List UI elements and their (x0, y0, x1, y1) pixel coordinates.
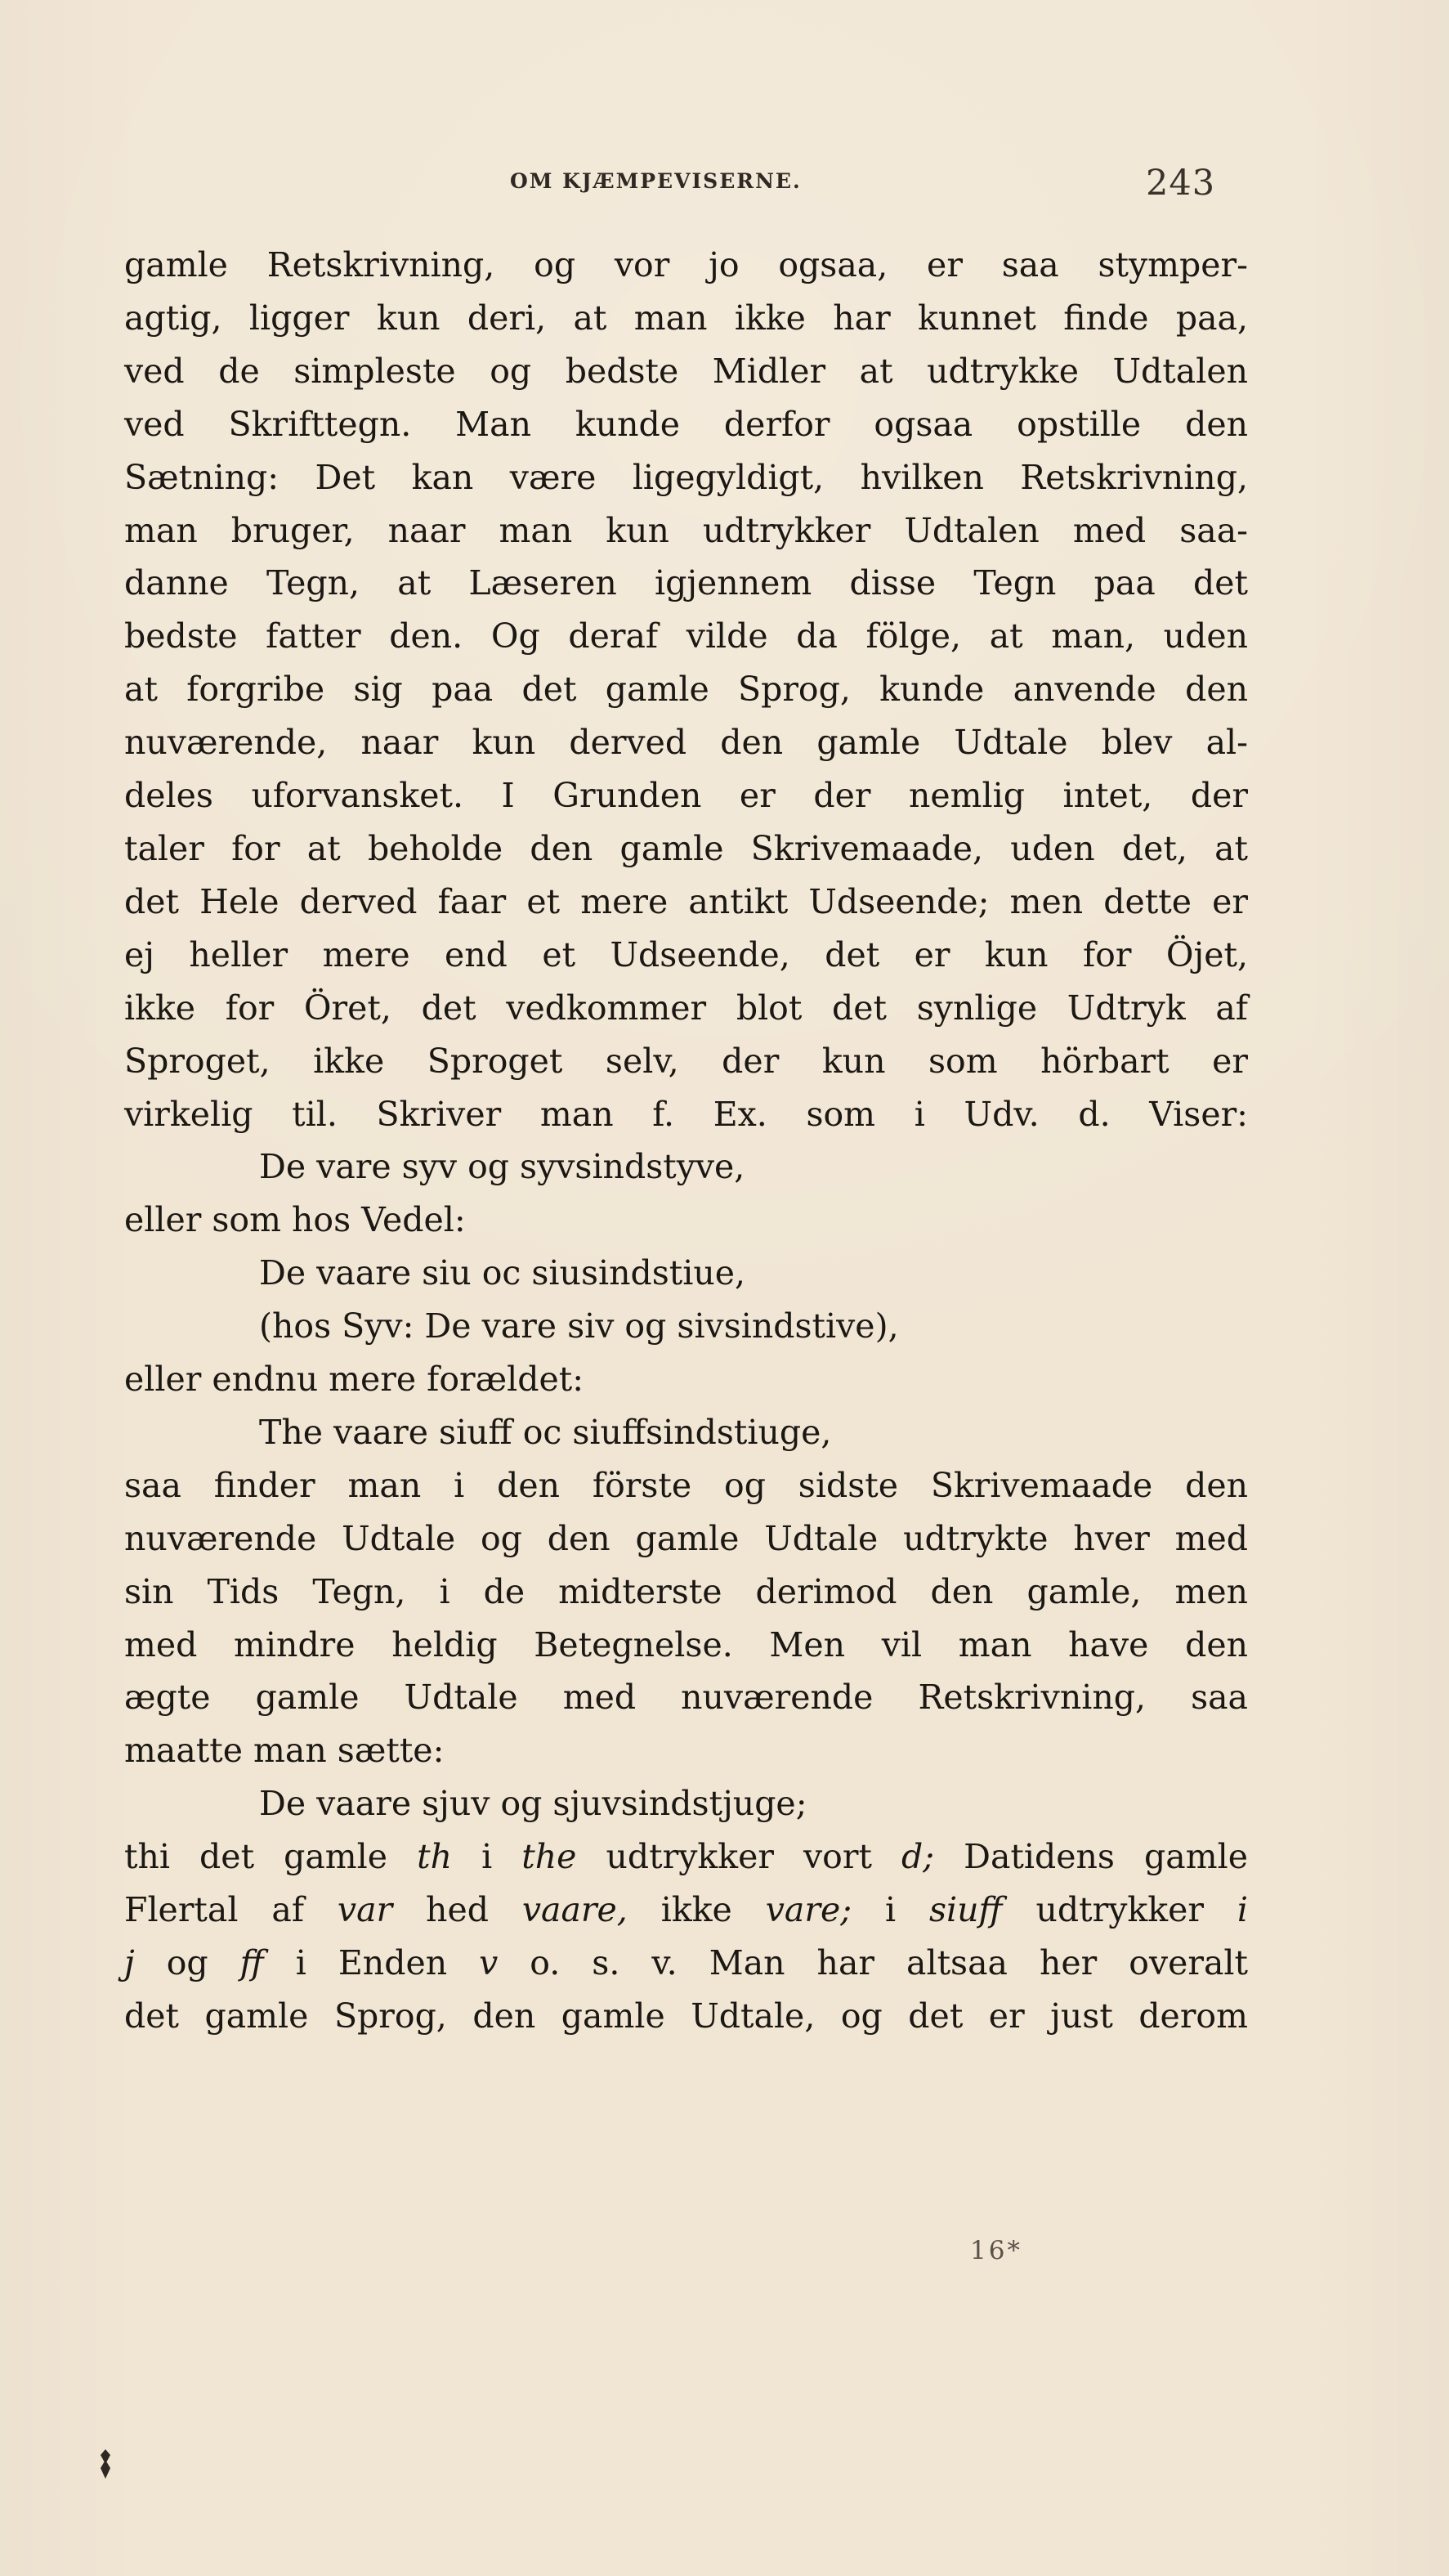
text-line: agtig, ligger kun deri, at man ikke har kunnet finde paa, (124, 298, 1248, 338)
text-line: sin Tids Tegn, i de midterste derimod den gamle, men (124, 1571, 1248, 1611)
text-line: nuværende, naar kun derved den gamle Udtale blev al- (124, 723, 1248, 763)
text-line: ved Skrifttegn. Man kunde derfor ogsaa opstille den (124, 404, 1248, 444)
italic-fragment: vare; (765, 1890, 852, 1930)
text-line: ikke for Öret, det vedkommer blot det synlige Udtryk af (124, 988, 1248, 1028)
body-text (124, 239, 1248, 2043)
text-line: Sproget, ikke Sproget selv, der kun som hörbart er (124, 1041, 1248, 1081)
text-line-mixed-italic (124, 1830, 1248, 1884)
italic-fragment: siuff (928, 1890, 1003, 1930)
text-line: det Hele derved faar et mere antikt Udseende; men dette er (124, 881, 1248, 921)
text-line: taler for at beholde den gamle Skrivemaade, uden det, at (124, 828, 1248, 868)
verse-line: De vare syv og syvsindstyve, (259, 1147, 745, 1187)
verse-line: De vaare sjuv og sjuvsindstjuge; (259, 1784, 807, 1824)
text-line: det gamle Sprog, den gamle Udtale, og det er just derom (124, 1996, 1248, 2036)
text-line: ved de simpleste og bedste Midler at udtrykke Udtalen (124, 351, 1248, 391)
text-line: Sætning: Det kan være ligegyldigt, hvilken Retskrivning, (124, 457, 1248, 497)
text-fragment: udtrykker (1002, 1890, 1237, 1930)
text-fragment: udtrykker vort (576, 1837, 901, 1877)
text-line: gamle Retskrivning, og vor jo ogsaa, er saa stymper- (124, 245, 1248, 284)
text-line: at forgribe sig paa det gamle Sprog, kunde anvende den (124, 670, 1248, 710)
text-line: eller endnu mere forældet: (124, 1360, 584, 1400)
text-fragment: i (452, 1837, 522, 1877)
verse-line: The vaare siuff oc siuffsindstiuge, (259, 1412, 832, 1452)
text-fragment: o. s. v. Man har altsaa her overalt (498, 1943, 1248, 1982)
text-fragment: i (852, 1890, 929, 1930)
verse-line: (hos Syv: De vare siv og sivsindstive), (259, 1306, 899, 1346)
text-fragment: i Enden (263, 1943, 480, 1982)
italic-fragment: d; (901, 1837, 935, 1877)
signature-mark: 16* (970, 2236, 1022, 2265)
text-line: saa finder man i den förste og sidste Skrivemaade den (124, 1465, 1248, 1505)
text-line-mixed-italic (124, 1937, 1248, 1990)
text-line: danne Tegn, at Læseren igjennem disse Tegn paa det (124, 563, 1248, 603)
text-fragment: Flertal af (124, 1890, 338, 1930)
text-line: virkelig til. Skriver man f. Ex. som i Udv. d. Viser: (124, 1094, 1248, 1134)
text-line-mixed-italic (124, 1884, 1248, 1937)
italic-fragment: var (337, 1890, 393, 1930)
italic-fragment: i (1237, 1890, 1248, 1930)
italic-fragment: th (417, 1837, 453, 1877)
running-head: OM KJÆMPEVISERNE. (510, 169, 802, 193)
text-fragment: ikke (627, 1890, 766, 1930)
italic-fragment: j (124, 1943, 135, 1982)
text-fragment: thi det gamle (124, 1837, 418, 1877)
text-line: nuværende Udtale og den gamle Udtale udtrykte hver med (124, 1518, 1248, 1558)
page-number: 243 (1146, 163, 1216, 204)
text-line: deles uforvansket. I Grunden er der nemlig intet, der (124, 776, 1248, 816)
printer-ornament-icon (98, 2448, 113, 2480)
text-fragment: og (134, 1943, 240, 1982)
text-line: ej heller mere end et Udseende, det er kun for Öjet, (124, 934, 1248, 974)
text-fragment: Datidens gamle (934, 1837, 1248, 1877)
italic-fragment: the (521, 1837, 577, 1877)
text-line: bedste fatter den. Og deraf vilde da fölge, at man, uden (124, 616, 1248, 656)
text-line: man bruger, naar man kun udtrykker Udtalen med saa- (124, 510, 1248, 550)
text-line: maatte man sætte: (124, 1731, 445, 1771)
verse-line: De vaare siu oc siusindstiue, (259, 1253, 746, 1293)
italic-fragment: ff (239, 1943, 264, 1982)
italic-fragment: vaare, (521, 1890, 628, 1930)
text-line: eller som hos Vedel: (124, 1200, 466, 1240)
text-line: med mindre heldig Betegnelse. Men vil man have den (124, 1624, 1248, 1664)
text-fragment: hed (392, 1890, 522, 1930)
text-line: ægte gamle Udtale med nuværende Retskrivning, saa (124, 1678, 1248, 1718)
italic-fragment: v (479, 1943, 499, 1982)
